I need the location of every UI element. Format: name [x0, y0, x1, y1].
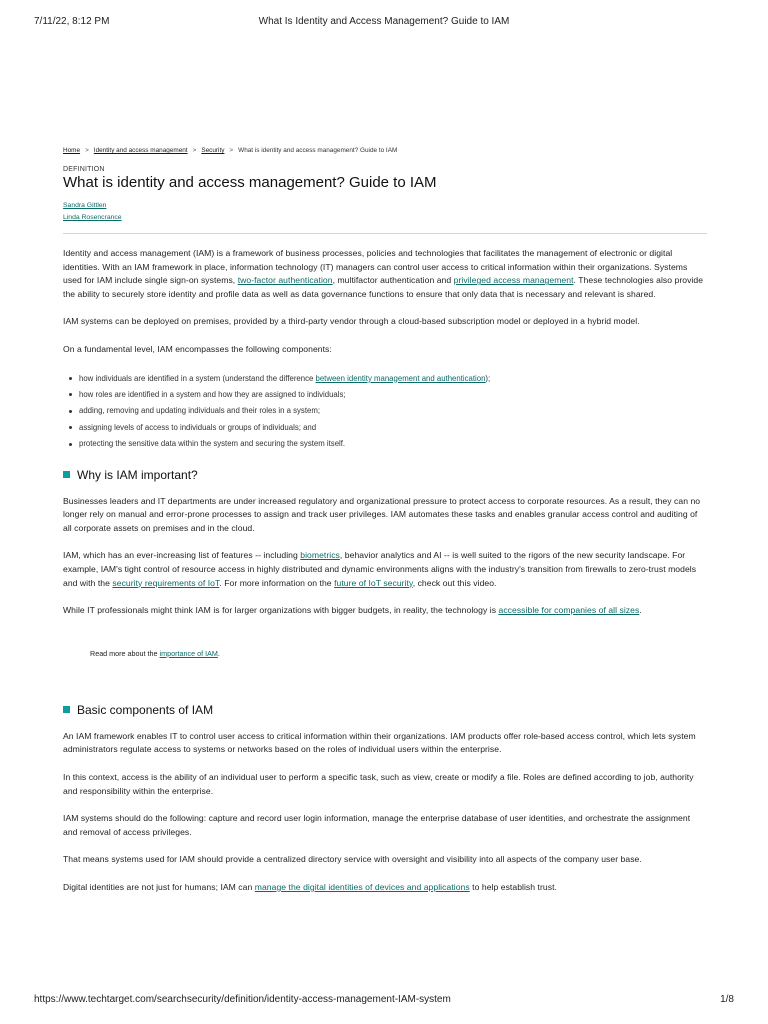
link-future-iot-security[interactable]: future of IoT security [334, 577, 413, 588]
breadcrumb-section[interactable]: Security [201, 147, 225, 154]
basic-paragraph-5: Digital identities are not just for humans; IAM can manage the digital identities of devices and applications to help establish trust. [63, 881, 557, 892]
print-header [34, 16, 734, 30]
link-accessible-companies[interactable]: accessible for companies of all sizes [498, 605, 640, 616]
why-paragraph-1: Businesses leaders and IT departments are under increased regulatory and organizational pressure to protect access to corporate resources. As a result, they can no longer rely on manual and error-prone processes to assign and track user privileges. IAM automates these tasks and enables granular access control and auditing of all corporate assets on premises and in the cloud. [63, 495, 701, 533]
print-footer [34, 994, 734, 1008]
components-intro-paragraph: On a fundamental level, IAM encompasses the following components: [63, 343, 332, 354]
breadcrumb-separator: > [192, 147, 197, 154]
list-item: how individuals are identified in a system (understand the difference between identity management and authentication); [69, 371, 707, 387]
intro-paragraph: Identity and access management (IAM) is a framework of business processes, policies and technologies that facilitates the management of electronic or digital identities. With an IAM framework in place, information technology (IT) managers can control user access to critical information within their organizations. Systems used for IAM include single sign-on systems, two-factor authentication, multifactor authentication and privileged access management. These technologies also provide the ability to securely store identity and profile data as well as data governance functions to ensure that only data that is necessary and relevant is shared. [63, 248, 704, 299]
breadcrumb-current: What is identity and access management? Guide to IAM [238, 147, 398, 154]
article-content [63, 146, 707, 909]
deployment-paragraph: IAM systems can be deployed on premises, provided by a third-party vendor through a cloud-based subscription model or deployed in a hybrid model. [63, 316, 640, 327]
definition-label: DEFINITION [63, 166, 105, 173]
author-link[interactable]: Linda Rosencrance [63, 214, 122, 221]
page-number: 1/8 [720, 994, 734, 1005]
breadcrumb-home[interactable]: Home [63, 147, 81, 154]
read-more: Read more about the importance of IAM. [90, 648, 220, 658]
link-privileged-access-management[interactable]: privileged access management [453, 275, 574, 286]
print-url: https://www.techtarget.com/searchsecurity/definition/identity-access-management-IAM-system [34, 994, 451, 1005]
why-paragraph-3: While IT professionals might think IAM is for larger organizations with bigger budgets, in reality, the technology is accessible for companies of all sizes. [63, 605, 642, 616]
list-item: assigning levels of access to individuals or groups of individuals; and [69, 420, 707, 436]
list-item: adding, removing and updating individuals and their roles in a system; [69, 403, 707, 419]
author-list [63, 200, 707, 224]
basic-paragraph-4: That means systems used for IAM should provide a centralized directory service with oversight and visibility into all aspects of the company user base. [63, 854, 642, 865]
section-heading-why-iam: Why is IAM important? [63, 467, 707, 483]
breadcrumb-category[interactable]: Identity and access management [93, 147, 188, 154]
link-identity-vs-authentication[interactable]: between identity management and authentication [315, 373, 486, 383]
basic-paragraph-1: An IAM framework enables IT to control user access to critical information within their organizations. IAM products offer role-based access control, which lets system administrators regulate access to systems or networks based on the roles of individual users within the enterprise. [63, 730, 696, 755]
link-importance-of-iam[interactable]: importance of IAM [159, 648, 218, 658]
author-link[interactable]: Sandra Gittlen [63, 202, 107, 209]
link-biometrics[interactable]: biometrics [300, 550, 340, 561]
components-list [63, 371, 707, 453]
breadcrumb [63, 146, 707, 156]
breadcrumb-separator: > [85, 147, 89, 154]
print-title: What Is Identity and Access Management? Guide to IAM [258, 16, 510, 27]
list-item: how roles are identified in a system and how they are assigned to individuals; [69, 387, 707, 403]
section-heading-basic-components: Basic components of IAM [63, 702, 707, 718]
print-date: 7/11/22, 8:12 PM [34, 16, 110, 27]
basic-paragraph-2: In this context, access is the ability of an individual user to perform a specific task, such as view, create or modify a file. Roles are defined according to job, authority and responsibility within the enterprise. [63, 771, 694, 796]
list-item: protecting the sensitive data within the system and securing the system itself. [69, 436, 707, 452]
why-paragraph-2: IAM, which has an ever-increasing list of features -- including biometrics, behavior analytics and AI -- is well suited to the rigors of the new security landscape. For example, IAM's tight control of resource access in highly distributed and dynamic environments aligns with the industry's transition from firewalls to zero-trust models and with the security requirements of IoT. For more information on the future of IoT security, check out this video. [63, 550, 697, 588]
link-security-requirements-iot[interactable]: security requirements of IoT [112, 577, 220, 588]
link-two-factor-authentication[interactable]: two-factor authentication [237, 275, 333, 286]
divider [63, 233, 707, 234]
page-title: What is identity and access management? Guide to IAM [63, 174, 437, 191]
breadcrumb-separator: > [229, 147, 234, 154]
link-digital-identities-devices[interactable]: manage the digital identities of devices and applications [254, 881, 470, 892]
basic-paragraph-3: IAM systems should do the following: capture and record user login information, manage the enterprise database of user identities, and orchestrate the assignment and removal of access privileges. [63, 813, 691, 837]
